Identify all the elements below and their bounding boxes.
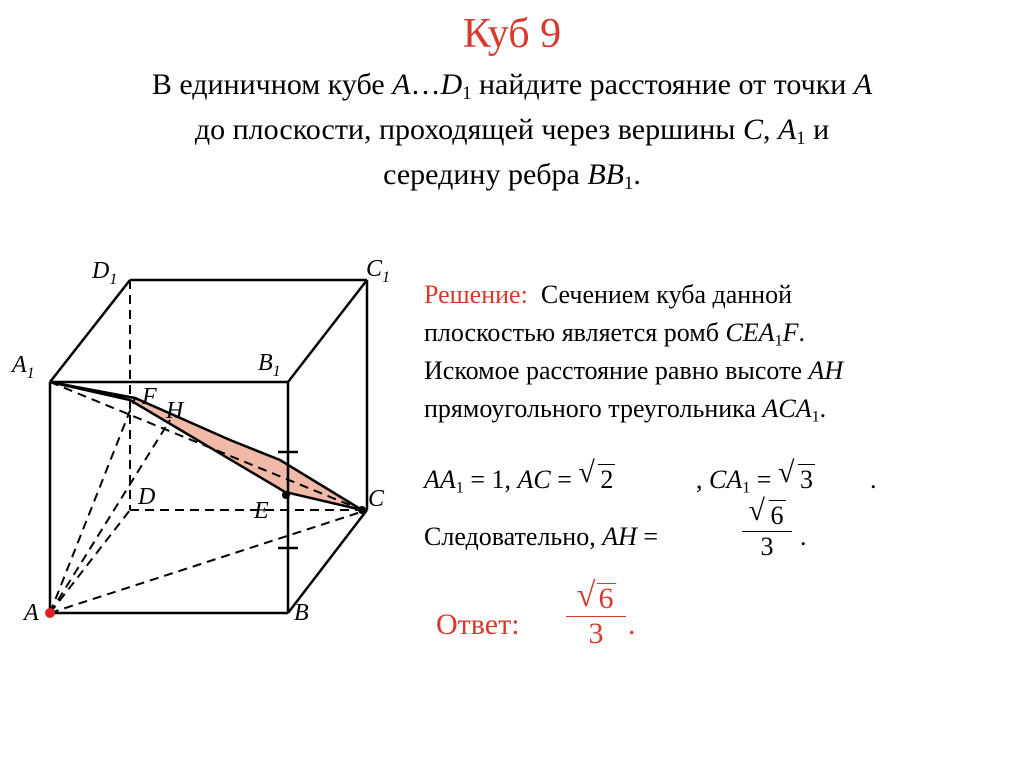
sqrt-3: √ 3 (777, 456, 813, 494)
answer-dot: . (628, 608, 636, 641)
solution-text (424, 276, 1004, 428)
formula-aa-ac: $AA_1 = 1$, AC = √ 2 (424, 456, 614, 497)
result-line (424, 494, 1024, 590)
solution-line-4: прямоугольного треугольника $ACA_1$. (424, 394, 827, 426)
answer-label: Ответ: (436, 608, 520, 641)
solution-line-2: плоскостью является ромб $CEA_1F$. (424, 318, 806, 350)
point-A (45, 608, 55, 618)
problem-line-2: до плоскости, проходящей через вершины C, $A_1$ и (194, 113, 830, 150)
result-dot: . (800, 522, 807, 551)
result-text: Следовательно, AH = (424, 522, 665, 551)
label-A1: $A_1$ (12, 352, 35, 382)
result-fraction: √ 6 3 (742, 500, 792, 562)
sqrt-2: √ 2 (578, 456, 614, 494)
point-C (358, 506, 366, 514)
problem-line-1: В единичном кубе $A\dots D_1$ найдите расстояние от точки A (151, 68, 873, 105)
problem-line-3: середину ребра $BB_1$. (383, 158, 641, 195)
formula-ca1: , $CA_1$ = √ 3 (696, 456, 813, 497)
answer-fraction: √ 6 3 (566, 582, 626, 651)
solution-label: Решение: (424, 280, 528, 309)
given-lengths (424, 456, 1024, 502)
label-B1: $B_1$ (258, 350, 281, 380)
label-D: D (138, 484, 156, 510)
label-E: E (254, 498, 269, 524)
label-C: C (368, 486, 385, 512)
answer (436, 576, 736, 682)
label-A: A (24, 600, 39, 626)
label-F: F (142, 384, 157, 410)
problem-statement (20, 62, 1004, 197)
label-B: B (294, 600, 309, 626)
solution-line-1: Решение: Сечением куба данной (424, 280, 793, 309)
label-H: H (166, 398, 184, 424)
point-E (282, 491, 290, 499)
label-C1: $C_1$ (366, 256, 391, 286)
formula-dot: . (870, 465, 877, 494)
cube-figure (0, 240, 420, 640)
cube-hidden-edges (50, 280, 367, 613)
slide-title: Куб 9 (462, 11, 562, 57)
solution-line-3: Искомое расстояние равно высоте AH (424, 356, 844, 385)
label-D1: $D_1$ (92, 258, 118, 288)
